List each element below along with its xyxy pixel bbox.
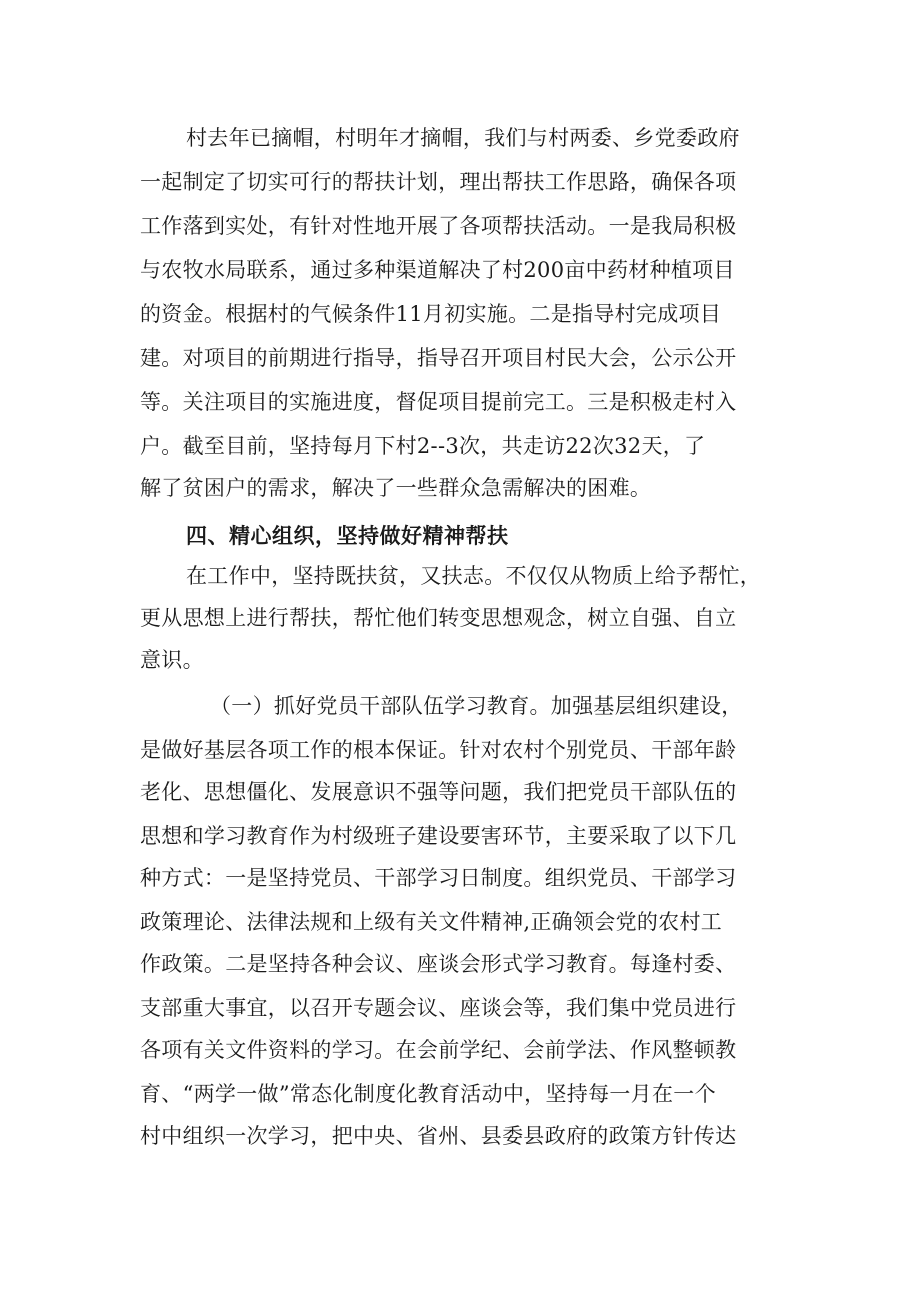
paragraph-1-line-3: 工作落到实处，有针对性地开展了各项帮扶活动。一是我局积极 bbox=[140, 214, 737, 238]
paragraph-3-line-3: 老化、思想僵化、发展意识不强等问题，我们把党员干部队伍的 bbox=[140, 780, 737, 804]
paragraph-1-line-6: 建。对项目的前期进行指导，指导召开项目村民大会，公示公开 bbox=[140, 346, 737, 370]
paragraph-3-line-4: 思想和学习教育作为村级班子建设要害环节，主要采取了以下几 bbox=[140, 824, 737, 848]
paragraph-1-line-5: 的资金。根据村的气候条件11月初实施。二是指导村完成项目 bbox=[140, 302, 722, 326]
paragraph-3-line-2: 是做好基层各项工作的根本保证。针对农村个别党员、干部年龄 bbox=[140, 738, 737, 762]
paragraph-3-line-7: 作政策。二是坚持各种会议、座谈会形式学习教育。每逢村委、 bbox=[140, 952, 737, 976]
paragraph-3-line-5: 种方式：一是坚持党员、干部学习日制度。组织党员、干部学习 bbox=[140, 866, 737, 890]
paragraph-2-line-1: 在工作中，坚持既扶贫，又扶志。不仅仅从物质上给予帮忙， bbox=[186, 564, 762, 588]
paragraph-1-line-7: 等。关注项目的实施进度，督促项目提前完工。三是积极走村入 bbox=[140, 390, 737, 414]
paragraph-3-line-8: 支部重大事宜，以召开专题会议、座谈会等，我们集中党员进行 bbox=[140, 996, 737, 1020]
paragraph-3-line-6: 政策理论、法律法规和上级有关文件精神,正确领会党的农村工 bbox=[140, 910, 723, 934]
paragraph-2-line-3: 意识。 bbox=[140, 648, 204, 672]
section-heading: 四、精心组织，坚持做好精神帮扶 bbox=[186, 524, 509, 548]
paragraph-3-line-1: （一）抓好党员干部队伍学习教育。加强基层组织建设， bbox=[210, 694, 743, 718]
paragraph-1-line-8: 户。截至目前，坚持每月下村2--3次，共走访22次32天，了 bbox=[140, 434, 706, 458]
paragraph-3-line-9: 各项有关文件资料的学习。在会前学纪、会前学法、作风整顿教 bbox=[140, 1038, 737, 1062]
paragraph-1-line-9: 解了贫困户的需求，解决了一些群众急需解决的困难。 bbox=[140, 476, 652, 500]
paragraph-1-line-4: 与农牧水局联系，通过多种渠道解决了村200亩中药材种植项目 bbox=[140, 258, 735, 282]
paragraph-3-line-11: 村中组织一次学习，把中央、省州、县委县政府的政策方针传达 bbox=[140, 1124, 737, 1148]
paragraph-1-line-1: 村去年已摘帽，村明年才摘帽，我们与村两委、乡党委政府 bbox=[186, 126, 740, 150]
paragraph-1-line-2: 一起制定了切实可行的帮扶计划，理出帮扶工作思路，确保各项 bbox=[140, 170, 737, 194]
paragraph-3-line-10: 育、“两学一做”常态化制度化教育活动中，坚持每一月在一个 bbox=[140, 1082, 716, 1106]
paragraph-2-line-2: 更从思想上进行帮扶，帮忙他们转变思想观念，树立自强、自立 bbox=[140, 606, 737, 630]
